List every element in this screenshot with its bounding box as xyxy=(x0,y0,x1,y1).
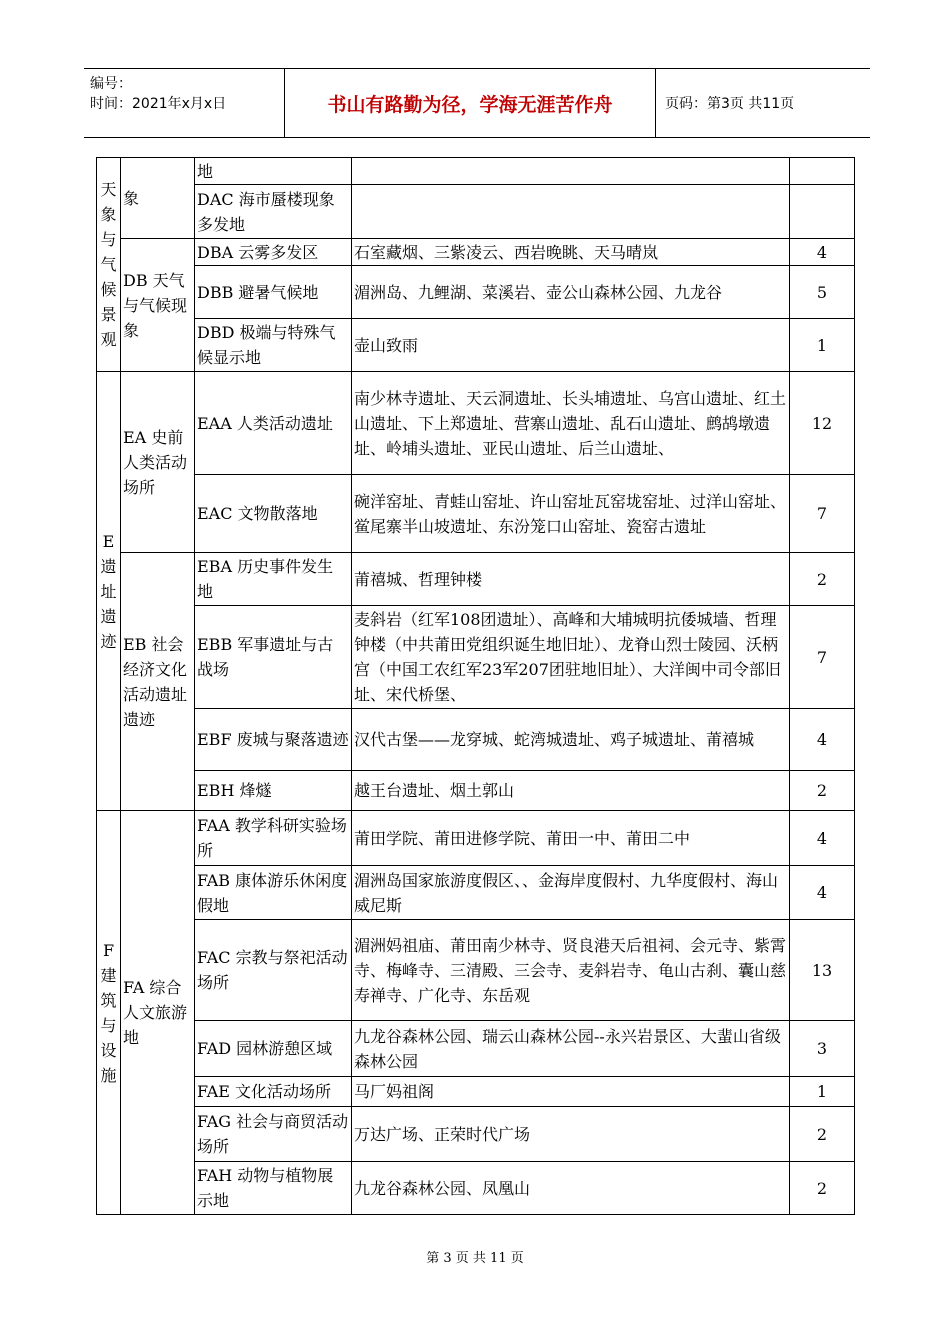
sites-cell: 汉代古堡——龙穿城、蛇湾城遗址、鸡子城遗址、莆禧城 xyxy=(352,709,790,771)
table-row xyxy=(97,1107,855,1162)
table-row xyxy=(97,1077,855,1107)
table-row xyxy=(97,185,855,239)
count-cell: 7 xyxy=(790,606,855,709)
count-cell: 2 xyxy=(790,553,855,606)
count-cell xyxy=(790,158,855,185)
table-row xyxy=(97,1021,855,1077)
count-cell: 2 xyxy=(790,1107,855,1162)
count-cell: 4 xyxy=(790,866,855,920)
sites-cell: 碗洋窑址、青蛙山窑址、许山窑址瓦窑垅窑址、过洋山窑址、鲎尾寨半山坡遗址、东汾笼口山窑址、瓷窑古遗址 xyxy=(352,475,790,553)
resource-table xyxy=(96,157,855,1215)
subcategory-cell: 象 xyxy=(121,158,195,239)
count-cell: 2 xyxy=(790,771,855,811)
page-header xyxy=(84,68,870,138)
sites-cell: 万达广场、正荣时代广场 xyxy=(352,1107,790,1162)
sites-cell: 南少林寺遗址、天云洞遗址、长头埔遗址、乌宫山遗址、红土山遗址、下上郑遗址、营寨山遗址、乱石山遗址、鹧鸪墩遗址、岭埔头遗址、亚民山遗址、后兰山遗址、 xyxy=(352,372,790,475)
sites-cell: 湄洲妈祖庙、莆田南少林寺、贤良港天后祖祠、会元寺、紫霄寺、梅峰寺、三清殿、三会寺、麦斜岩寺、龟山古刹、囊山慈寿禅寺、广化寺、东岳观 xyxy=(352,920,790,1021)
type-cell: FAA 教学科研实验场所 xyxy=(195,811,352,866)
header-meta xyxy=(84,69,284,137)
page-footer: 第 3 页 共 11 页 xyxy=(426,1251,524,1266)
type-cell: EAC 文物散落地 xyxy=(195,475,352,553)
type-cell: FAC 宗教与祭祀活动场所 xyxy=(195,920,352,1021)
table-row xyxy=(97,920,855,1021)
count-cell: 7 xyxy=(790,475,855,553)
sites-cell: 马厂妈祖阁 xyxy=(352,1077,790,1107)
category-cell: E遗址遗迹 xyxy=(97,372,121,811)
sites-cell: 莆田学院、莆田进修学院、莆田一中、莆田二中 xyxy=(352,811,790,866)
type-cell: EBF 废城与聚落遗迹 xyxy=(195,709,352,771)
table-row xyxy=(97,158,855,185)
subcategory-cell: EB 社会经济文化活动遗址遗迹 xyxy=(121,553,195,811)
type-cell: FAD 园林游憩区域 xyxy=(195,1021,352,1077)
count-cell: 4 xyxy=(790,709,855,771)
sites-cell: 湄洲岛、九鲤湖、菜溪岩、壶公山森林公园、九龙谷 xyxy=(352,266,790,319)
header-page-info: 页码：第3页 共11页 xyxy=(665,96,795,112)
count-cell: 12 xyxy=(790,372,855,475)
subcategory-cell: DB 天气与气候现象 xyxy=(121,239,195,372)
type-cell: FAB 康体游乐休闲度假地 xyxy=(195,866,352,920)
table-row xyxy=(97,811,855,866)
table-row xyxy=(97,266,855,319)
table-row xyxy=(97,475,855,553)
header-motto: 书山有路勤为径，学海无涯苦作舟 xyxy=(284,69,656,137)
count-cell xyxy=(790,185,855,239)
type-cell: FAG 社会与商贸活动场所 xyxy=(195,1107,352,1162)
sites-cell: 越王台遗址、烟土郭山 xyxy=(352,771,790,811)
sites-cell: 莆禧城、哲理钟楼 xyxy=(352,553,790,606)
type-cell: EBH 烽燧 xyxy=(195,771,352,811)
type-cell: EBB 军事遗址与古战场 xyxy=(195,606,352,709)
sites-cell: 九龙谷森林公园、凤凰山 xyxy=(352,1162,790,1215)
table-row xyxy=(97,1162,855,1215)
table-row xyxy=(97,709,855,771)
table-row xyxy=(97,239,855,266)
count-cell: 2 xyxy=(790,1162,855,1215)
table-row xyxy=(97,372,855,475)
sites-cell xyxy=(352,158,790,185)
table-row xyxy=(97,553,855,606)
sites-cell: 麦斜岩（红军108团遗址）、高峰和大埔城明抗倭城墙、哲理钟楼（中共莆田党组织诞生地旧址）、龙脊山烈士陵园、沃柄宫（中国工农红军23军207团驻地旧址）、大洋闽中司令部旧址、宋代桥堡、 xyxy=(352,606,790,709)
sites-cell: 九龙谷森林公园、瑞云山森林公园--永兴岩景区、大蜚山省级森林公园 xyxy=(352,1021,790,1077)
sites-cell xyxy=(352,185,790,239)
type-cell: DBD 极端与特殊气候显示地 xyxy=(195,319,352,372)
category-cell: F建筑与设施 xyxy=(97,811,121,1215)
doc-number: 编号： xyxy=(90,76,132,92)
subcategory-cell: FA 综合人文旅游地 xyxy=(121,811,195,1215)
table-row xyxy=(97,606,855,709)
table-row xyxy=(97,866,855,920)
count-cell: 1 xyxy=(790,1077,855,1107)
table-row xyxy=(97,319,855,372)
count-cell: 5 xyxy=(790,266,855,319)
count-cell: 3 xyxy=(790,1021,855,1077)
type-cell: EBA 历史事件发生地 xyxy=(195,553,352,606)
sites-cell: 湄洲岛国家旅游度假区、、金海岸度假村、九华度假村、海山威尼斯 xyxy=(352,866,790,920)
count-cell: 4 xyxy=(790,811,855,866)
count-cell: 13 xyxy=(790,920,855,1021)
type-cell: DBB 避暑气候地 xyxy=(195,266,352,319)
count-cell: 1 xyxy=(790,319,855,372)
count-cell: 4 xyxy=(790,239,855,266)
table-row xyxy=(97,771,855,811)
type-cell: DAC 海市蜃楼现象多发地 xyxy=(195,185,352,239)
sites-cell: 石室藏烟、三紫凌云、西岩晚眺、天马晴岚 xyxy=(352,239,790,266)
category-cell: 天象与气候景观 xyxy=(97,158,121,372)
type-cell: EAA 人类活动遗址 xyxy=(195,372,352,475)
type-cell: FAE 文化活动场所 xyxy=(195,1077,352,1107)
doc-date: 时间：2021年x月x日 xyxy=(90,96,227,112)
type-cell: DBA 云雾多发区 xyxy=(195,239,352,266)
type-cell: FAH 动物与植物展示地 xyxy=(195,1162,352,1215)
sites-cell: 壶山致雨 xyxy=(352,319,790,372)
subcategory-cell: EA 史前人类活动场所 xyxy=(121,372,195,553)
type-cell: 地 xyxy=(195,158,352,185)
